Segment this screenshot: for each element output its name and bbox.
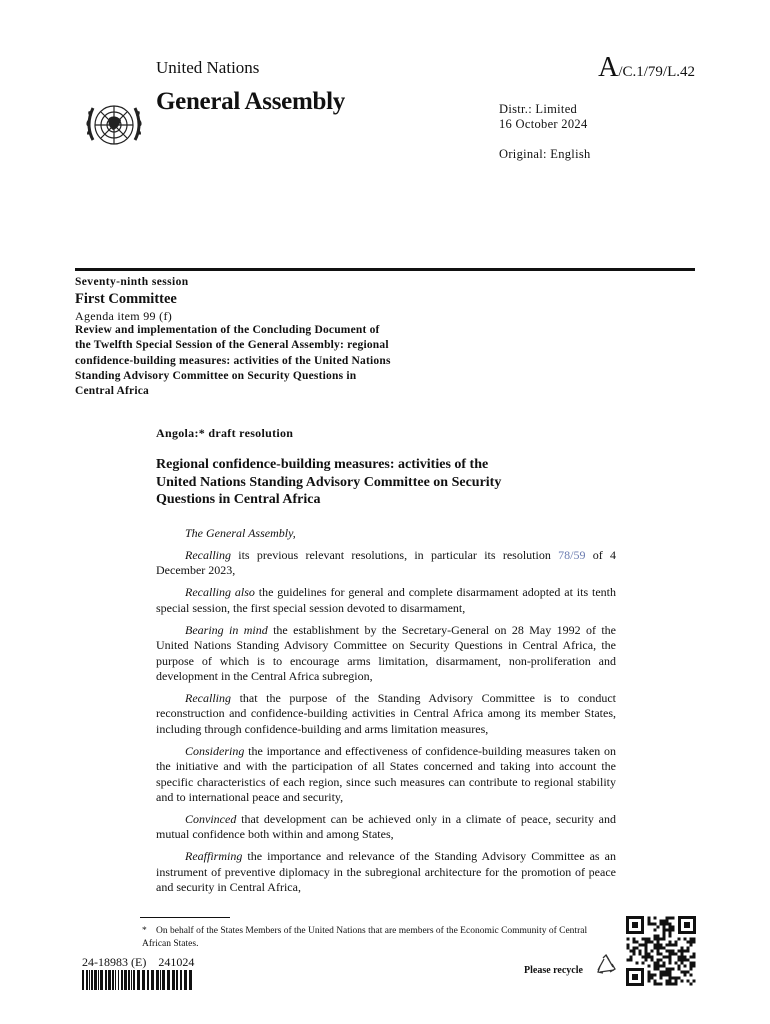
paragraph-text: its previous relevant resolutions, in particular its resolution bbox=[230, 548, 559, 562]
paragraph-text: the importance and effectiveness of confidence-building measures taken on the initiative and with the participation of all States concerned and taking into account the specific characteristics of each region, since such measures can contribute to regional stability and to international peace and security, bbox=[156, 743, 616, 805]
symbol-rest: /C.1/79/L.42 bbox=[618, 64, 695, 80]
header-rule bbox=[75, 268, 695, 271]
document-number: 24-18983 (E) 241024 bbox=[82, 955, 195, 969]
preamble-paragraph bbox=[156, 691, 616, 737]
footnote-text: On behalf of the States Members of the United Nations that are members of the Economic Community of Central African States. bbox=[142, 926, 588, 949]
paragraph-lead: Convinced bbox=[185, 812, 237, 827]
un-emblem-icon bbox=[79, 90, 149, 160]
opening-text: The General Assembly, bbox=[185, 526, 296, 540]
recycle-icon bbox=[594, 953, 618, 977]
paragraph-lead: Reaffirming bbox=[185, 849, 243, 864]
agenda-item: Agenda item 99 (f) bbox=[75, 309, 173, 323]
footnote-mark: * bbox=[142, 926, 147, 936]
paragraph-text: that development can be achieved only in a climate of peace, security and mutual confidence both within and among States, bbox=[156, 812, 616, 842]
session-title: Seventy-ninth session bbox=[75, 276, 189, 288]
agenda-title-line: confidence-building measures: activities of the United Nations bbox=[75, 354, 391, 367]
resolution-title-line: Regional confidence-building measures: activities of the bbox=[156, 457, 489, 472]
paragraph-lead: Considering bbox=[185, 743, 245, 758]
footnote-rule bbox=[140, 917, 230, 918]
distribution: Distr.: Limited bbox=[499, 102, 578, 116]
recycle-label: Please recycle bbox=[524, 965, 583, 976]
paragraph-lead: Recalling also bbox=[185, 585, 255, 600]
agenda-title-line: Review and implementation of the Concluding Document of bbox=[75, 324, 380, 336]
preamble-paragraph bbox=[156, 812, 616, 843]
paragraph-text: the guidelines for general and complete disarmament adopted at its tenth special session, the first special session devoted to disarmament, bbox=[156, 585, 616, 615]
preamble-paragraph bbox=[156, 585, 616, 616]
symbol-letter: A bbox=[598, 52, 619, 83]
original-language: Original: English bbox=[499, 147, 591, 161]
org-name: United Nations bbox=[156, 58, 260, 77]
paragraph-text: the establishment by the Secretary-General on 28 May 1992 of the United Nations Standing Advisory Committee on Security Questions in Central Africa, the purpose of which is to encourage arms limitation, disarmament, non-proliferation and development in the Central Africa subregion, bbox=[156, 622, 616, 684]
qr-code-icon bbox=[626, 916, 696, 986]
opening-line bbox=[156, 526, 616, 541]
paragraph-text: the importance and relevance of the Standing Advisory Committee as an instrument of preventive diplomacy in the subregional architecture for the promotion of peace and security in Central Africa, bbox=[156, 849, 616, 895]
resolution-title-line: United Nations Standing Advisory Committee on Security bbox=[156, 474, 502, 490]
committee-name: First Committee bbox=[75, 291, 177, 307]
sponsor-line: Angola:* draft resolution bbox=[156, 426, 294, 440]
agenda-title-line: the Twelfth Special Session of the General Assembly: regional bbox=[75, 339, 389, 352]
agenda-title-line: Central Africa bbox=[75, 385, 150, 398]
paragraph-lead: Recalling bbox=[185, 548, 231, 562]
preamble-paragraph bbox=[156, 623, 616, 685]
paragraph-text: that the purpose of the Standing Advisory Committee is to conduct reconstruction and confidence-building activities in Central Africa among its member States, including through confidence-building and arms limitation measures, bbox=[156, 691, 616, 736]
body-name: General Assembly bbox=[156, 88, 345, 115]
issue-date: 16 October 2024 bbox=[499, 117, 588, 131]
paragraph-lead: Bearing in mind bbox=[185, 622, 268, 637]
footnote bbox=[142, 925, 602, 950]
preamble-paragraph bbox=[156, 548, 616, 579]
preamble-paragraph bbox=[156, 744, 616, 806]
resolution-link[interactable]: 78/59 bbox=[558, 548, 586, 562]
agenda-title-line: Standing Advisory Committee on Security Questions in bbox=[75, 369, 357, 382]
barcode-icon bbox=[82, 970, 194, 990]
preamble-paragraph bbox=[156, 849, 616, 895]
paragraph-lead: Recalling bbox=[185, 691, 231, 706]
document-symbol bbox=[598, 52, 695, 84]
paragraph-tail: of 4 December 2023, bbox=[156, 548, 617, 578]
agenda-title bbox=[75, 323, 445, 399]
resolution-title bbox=[156, 456, 596, 509]
resolution-title-line: Questions in Central Africa bbox=[156, 492, 321, 507]
resolution-body bbox=[156, 526, 616, 902]
